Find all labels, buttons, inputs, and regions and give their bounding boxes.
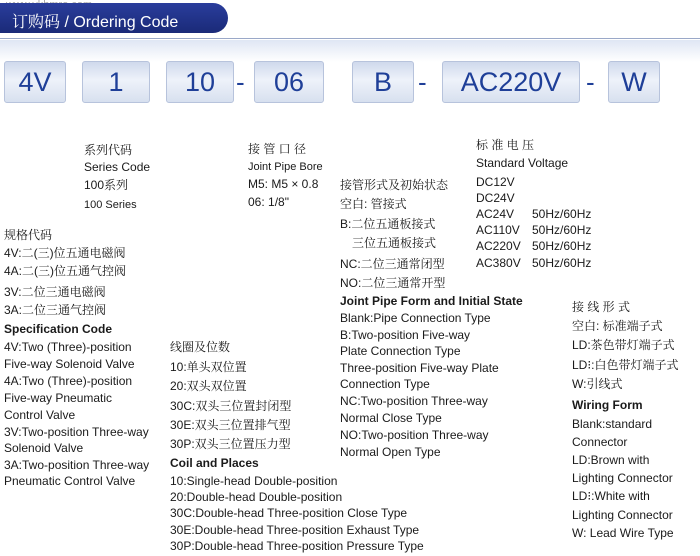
spec-en-line: 3V:Two-position Three-way (4, 425, 149, 439)
spec-en-line: 4A:Two (Three)-position (4, 374, 133, 388)
coil-cn-item: 30C:双头三位置封闭型 (170, 399, 292, 413)
code-box-bore: 06 (254, 61, 324, 103)
coil-en-item: 30E:Double-head Three-position Exhaust Type (170, 523, 420, 537)
bore-item: M5: M5 × 0.8 (248, 177, 319, 191)
joint-cn-item: NC:二位三通常闭型 (340, 257, 445, 271)
voltage-freq: 50Hz/60Hz (532, 207, 592, 221)
voltage-ac: AC380V (476, 256, 521, 270)
wiring-cn-item: W:引线式 (572, 377, 623, 391)
coil-cn-title: 线圈及位数 (170, 340, 231, 354)
coil-cn-item: 30P:双头三位置压力型 (170, 437, 291, 451)
joint-cn-item: NO:二位三通常开型 (340, 276, 446, 290)
wiring-en-line: Lighting Connector (572, 508, 673, 522)
joint-en-line: NC:Two-position Three-way (340, 394, 488, 408)
wiring-cn-item: 空白: 标准端子式 (572, 319, 663, 333)
voltage-freq: 50Hz/60Hz (532, 256, 592, 270)
voltage-ac: AC24V (476, 207, 515, 221)
header-divider (0, 38, 700, 39)
bore-item: 06: 1/8" (248, 195, 289, 209)
wiring-en-line: W: Lead Wire Type (572, 526, 674, 540)
spec-en-title: Specification Code (4, 322, 113, 336)
wiring-en-line: LD:Brown with (572, 453, 650, 467)
header-bar (0, 3, 228, 33)
wiring-en-line: Lighting Connector (572, 471, 673, 485)
spec-en-line: 3A:Two-position Three-way (4, 458, 150, 472)
coil-en-item: 10:Single-head Double-position (170, 474, 338, 488)
joint-cn-title: 接管形式及初始状态 (340, 178, 449, 192)
voltage-freq: 50Hz/60Hz (532, 239, 592, 253)
spec-en-line: Pneumatic Control Valve (4, 474, 136, 488)
code-dash: - (418, 67, 427, 97)
voltage-cn-title: 标 准 电 压 (476, 138, 535, 152)
spec-en-line: 4V:Two (Three)-position (4, 340, 132, 354)
coil-cn-item: 20:双头双位置 (170, 379, 247, 393)
spec-en-line: Five-way Solenoid Valve (4, 357, 135, 371)
coil-en-item: 30P:Double-head Three-position Pressure Type (170, 539, 424, 553)
spec-cn-title: 规格代码 (4, 228, 53, 242)
joint-cn-item: 空白: 管接式 (340, 197, 407, 211)
bore-en-title: Joint Pipe Bore (248, 161, 323, 173)
spec-cn-item: 3A:二位三通气控阀 (4, 303, 107, 317)
coil-en-item: 20:Double-head Double-position (170, 490, 343, 504)
code-box-voltage: AC220V (442, 61, 580, 103)
voltage-ac: AC110V (476, 223, 520, 237)
voltage-en-title: Standard Voltage (476, 156, 569, 170)
joint-en-line: Plate Connection Type (340, 344, 461, 358)
wiring-en-line: Connector (572, 435, 628, 449)
code-box-joint: B (352, 61, 414, 103)
page-title: 订购码 / Ordering Code (12, 14, 179, 31)
code-box-type: 4V (4, 61, 66, 103)
wiring-en-line: LD⁝:White with (572, 489, 650, 503)
code-box-wiring: W (608, 61, 660, 103)
code-dash: - (586, 67, 595, 97)
voltage-ac: AC220V (476, 239, 521, 253)
joint-en-title: Joint Pipe Form and Initial State (340, 294, 523, 308)
series-cn-title: 系列代码 (84, 143, 133, 157)
coil-cn-item: 10:单头双位置 (170, 360, 247, 374)
coil-cn-item: 30E:双头三位置排气型 (170, 418, 291, 432)
wiring-cn-title: 接 线 形 式 (572, 300, 631, 314)
spec-cn-item: 3V:二位三通电磁阀 (4, 285, 106, 299)
series-en-title: Series Code (84, 160, 151, 174)
joint-en-line: NO:Two-position Three-way (340, 428, 489, 442)
coil-en-item: 30C:Double-head Three-position Close Type (170, 506, 408, 520)
bore-cn-title: 接 管 口 径 (248, 142, 307, 156)
joint-en-line: Blank:Pipe Connection Type (340, 311, 491, 325)
joint-cn-item: B:二位五通板接式 (340, 217, 436, 231)
spec-en-line: Control Valve (4, 408, 76, 422)
wiring-cn-item: LD⁝:白色带灯端子式 (572, 358, 679, 372)
coil-en-title: Coil and Places (170, 456, 259, 470)
header-gradient (0, 40, 700, 62)
wiring-cn-item: LD:茶色带灯端子式 (572, 338, 675, 352)
spec-cn-item: 4V:二(三)位五通电磁阀 (4, 246, 126, 260)
spec-en-line: Solenoid Valve (4, 441, 84, 455)
wiring-en-line: Blank:standard (572, 417, 653, 431)
voltage-dc: DC12V (476, 175, 515, 189)
spec-cn-item: 4A:二(三)位五通气控阀 (4, 264, 127, 278)
joint-en-line: Three-position Five-way Plate (340, 361, 499, 375)
wiring-en-title: Wiring Form (572, 398, 643, 412)
joint-cn-item: 三位五通板接式 (352, 236, 437, 250)
joint-en-line: Normal Close Type (340, 411, 442, 425)
code-box-series: 1 (82, 61, 150, 103)
code-dash: - (236, 67, 245, 97)
series-item: 100系列 (84, 178, 129, 192)
joint-en-line: Normal Open Type (340, 445, 441, 459)
code-box-coil: 10 (166, 61, 234, 103)
spec-en-line: Five-way Pneumatic (4, 391, 113, 405)
series-item: 100 Series (84, 199, 137, 211)
voltage-dc: DC24V (476, 191, 515, 205)
joint-en-line: B:Two-position Five-way (340, 328, 471, 342)
voltage-freq: 50Hz/60Hz (532, 223, 592, 237)
joint-en-line: Connection Type (340, 377, 430, 391)
